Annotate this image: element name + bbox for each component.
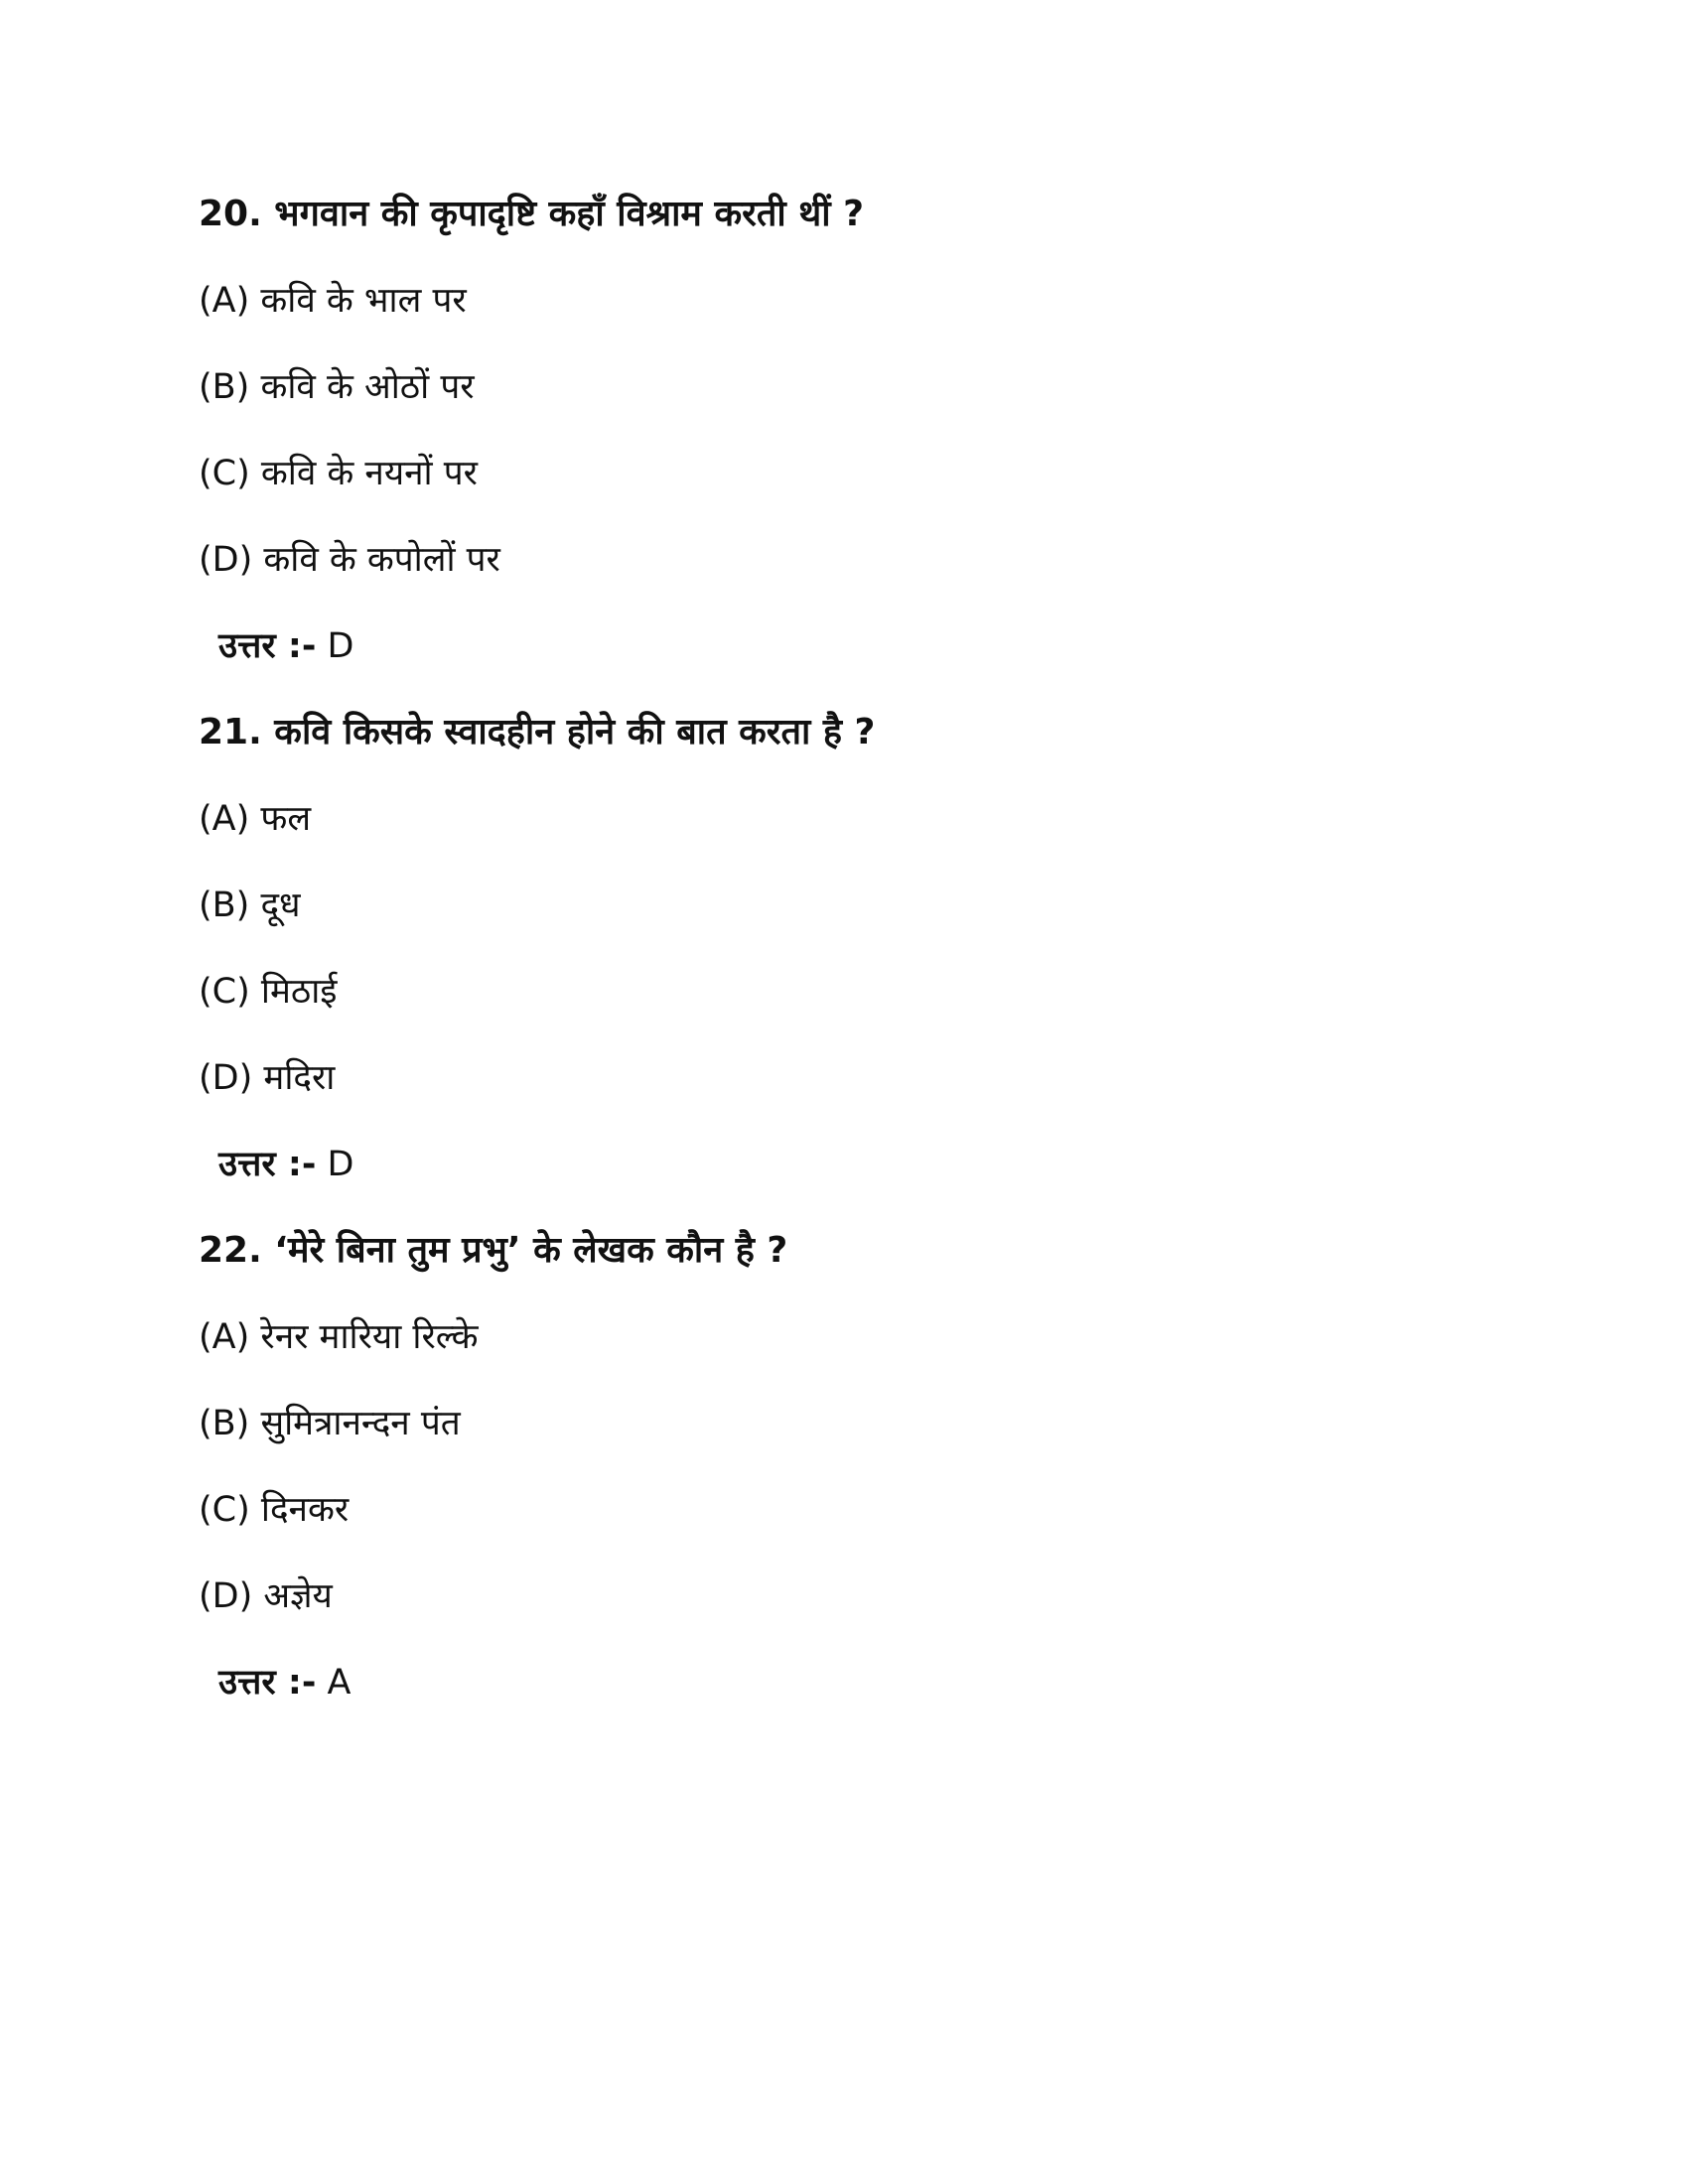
question-title: 20. भगवान की कृपादृष्टि कहाँ विश्राम करती थीं ? bbox=[199, 194, 864, 234]
option-b: (B) दूध bbox=[199, 886, 301, 925]
answer-label: उत्तर :- bbox=[218, 626, 317, 666]
option-b: (B) सुमित्रानन्दन पंत bbox=[199, 1404, 461, 1443]
option-b: (B) कवि के ओठों पर bbox=[199, 367, 475, 407]
option-a: (A) कवि के भाल पर bbox=[199, 281, 467, 321]
answer-line bbox=[218, 1139, 1489, 1190]
question-20 bbox=[199, 189, 1489, 672]
option-a: (A) फल bbox=[199, 799, 312, 839]
option-c: (C) मिठाई bbox=[199, 972, 338, 1012]
answer-line bbox=[218, 620, 1489, 672]
question-title: 21. कवि किसके स्वादहीन होने की बात करता है ? bbox=[199, 712, 876, 752]
option-c: (C) कवि के नयनों पर bbox=[199, 454, 478, 493]
option-c: (C) दिनकर bbox=[199, 1490, 350, 1530]
option-a: (A) रेनर मारिया रिल्के bbox=[199, 1317, 479, 1357]
answer-label: उत्तर :- bbox=[218, 1145, 317, 1184]
answer-line bbox=[218, 1657, 1489, 1708]
answer-label: उत्तर :- bbox=[218, 1663, 317, 1703]
question-title: 22. ‘मेरे बिना तुम प्रभु’ के लेखक कौन है ? bbox=[199, 1230, 788, 1271]
option-d: (D) कवि के कपोलों पर bbox=[199, 540, 500, 580]
question-22 bbox=[199, 1225, 1489, 1708]
answer-value: A bbox=[316, 1663, 352, 1703]
document-page bbox=[199, 189, 1489, 1743]
option-d: (D) अज्ञेय bbox=[199, 1576, 333, 1616]
option-d: (D) मदिरा bbox=[199, 1058, 336, 1098]
answer-value: D bbox=[316, 626, 354, 666]
answer-value: D bbox=[316, 1145, 354, 1184]
question-21 bbox=[199, 707, 1489, 1190]
